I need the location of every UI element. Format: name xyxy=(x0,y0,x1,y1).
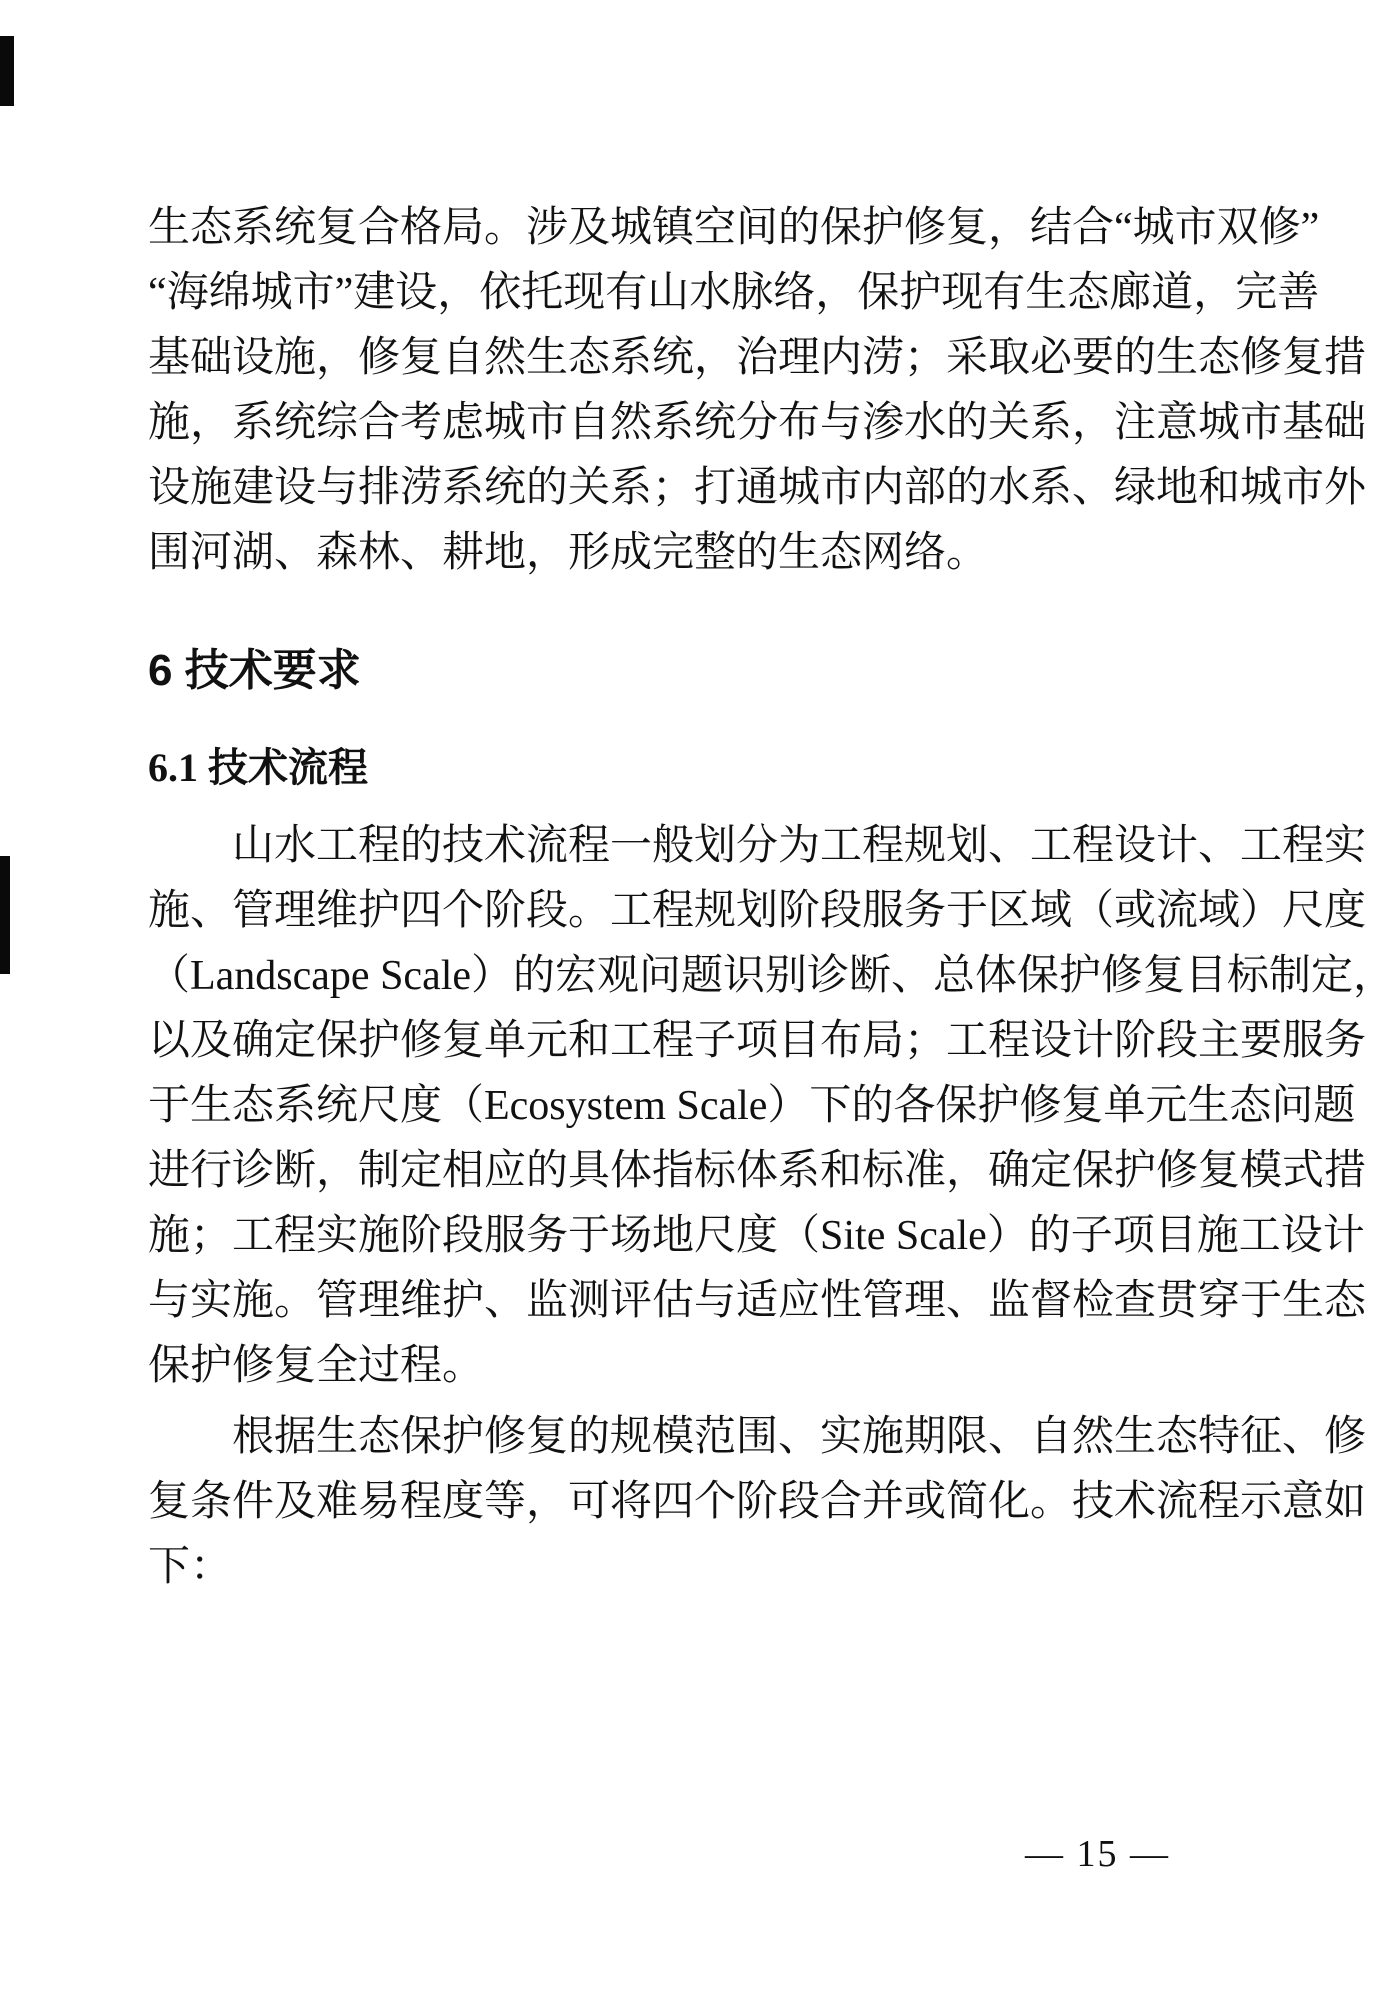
text-line: 于生态系统尺度（Ecosystem Scale）下的各保护修复单元生态问题 xyxy=(148,1083,1356,1129)
text-line: 施；工程实施阶段服务于场地尺度（Site Scale）的子项目施工设计 xyxy=(148,1213,1365,1259)
page-content xyxy=(148,0,1396,1600)
text-line: 围河湖、森林、耕地，形成完整的生态网络。 xyxy=(148,530,989,576)
text-line: 与实施。管理维护、监测评估与适应性管理、监督检查贯穿于生态 xyxy=(148,1278,1367,1324)
text-line: 施、管理维护四个阶段。工程规划阶段服务于区域（或流域）尺度 xyxy=(148,888,1367,934)
text-line: 复条件及难易程度等，可将四个阶段合并或简化。技术流程示意如 xyxy=(148,1479,1367,1525)
text-line: 山水工程的技术流程一般划分为工程规划、工程设计、工程实 xyxy=(232,823,1367,869)
scan-artifact-middle xyxy=(0,856,10,974)
text-line: 根据生态保护修复的规模范围、实施期限、自然生态特征、修 xyxy=(232,1414,1367,1460)
text-line: 施，系统综合考虑城市自然系统分布与渗水的关系，注意城市基础 xyxy=(148,400,1367,446)
text-line: 保护修复全过程。 xyxy=(148,1343,485,1389)
page-number: — 15 — xyxy=(1025,1833,1170,1875)
text-line: 基础设施，修复自然生态系统，治理内涝；采取必要的生态修复措 xyxy=(148,335,1367,381)
text-line: 以及确定保护修复单元和工程子项目布局；工程设计阶段主要服务 xyxy=(148,1018,1367,1064)
paragraph-technical-process xyxy=(148,814,1396,1399)
text-line: 生态系统复合格局。涉及城镇空间的保护修复，结合“城市双修” xyxy=(148,205,1320,251)
text-line: 下： xyxy=(148,1544,233,1590)
paragraph-stage-simplification xyxy=(148,1405,1367,1600)
scan-artifact-top xyxy=(0,36,14,106)
section-heading: 6 技术要求 xyxy=(148,646,361,695)
paragraph-continuation xyxy=(148,196,1367,586)
text-line: 进行诊断，制定相应的具体指标体系和标准，确定保护修复模式措 xyxy=(148,1148,1367,1194)
text-line: 设施建设与排涝系统的关系；打通城市内部的水系、绿地和城市外 xyxy=(148,465,1367,511)
subsection-heading: 6.1 技术流程 xyxy=(148,745,368,790)
text-line: （Landscape Scale）的宏观问题识别诊断、总体保护修复目标制定， xyxy=(148,953,1396,999)
text-line: “海绵城市”建设，依托现有山水脉络，保护现有生态廊道，完善 xyxy=(148,270,1320,316)
